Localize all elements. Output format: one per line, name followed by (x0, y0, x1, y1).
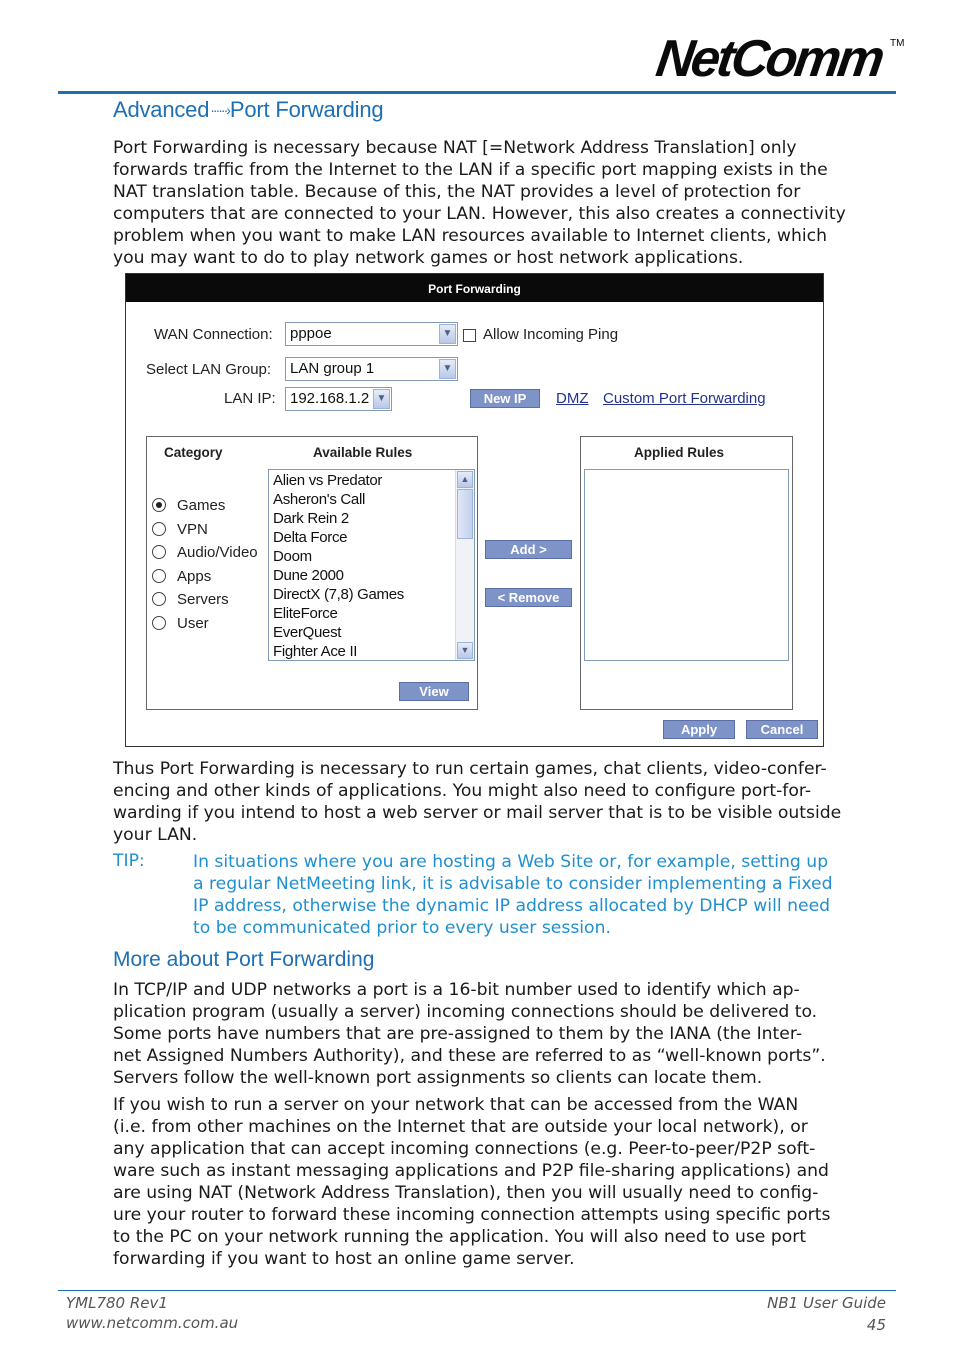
category-apps-label: Apps (177, 568, 212, 585)
text-line: your LAN. (113, 825, 198, 845)
scroll-up-icon[interactable]: ▲ (457, 471, 473, 488)
radio-vpn[interactable] (152, 522, 166, 536)
breadcrumb-parent: Advanced (113, 97, 210, 122)
text-line: If you wish to run a server on your network that can be accessed from the WAN (113, 1095, 799, 1115)
available-rules-header: Available Rules (313, 445, 413, 460)
cancel-button[interactable]: Cancel (746, 720, 818, 739)
wan-connection-select[interactable] (285, 322, 458, 346)
text-line: forwards traffic from the Internet to the LAN if a specific port mapping exists in the (113, 160, 828, 180)
text-line: computers that are connected to your LAN. However, this also creates a connectivity (113, 204, 846, 224)
list-item[interactable]: Doom (273, 548, 312, 565)
panel-title: Port Forwarding (126, 274, 823, 302)
second-paragraph (113, 758, 903, 846)
lan-ip-select[interactable] (285, 387, 392, 411)
lan-ip-label: LAN IP: (224, 390, 276, 407)
page-number: 45 (866, 1316, 886, 1334)
text-line: net Assigned Numbers Authority), and these are referred to as “well-known ports”. (113, 1046, 826, 1066)
text-line: you may want to do to play network games or host network applications. (113, 248, 744, 268)
more-paragraph-1 (113, 979, 903, 1089)
text-line: problem when you want to make LAN resources available to Internet clients, which (113, 226, 827, 246)
category-servers-label: Servers (177, 591, 229, 608)
text-line: are using NAT (Network Address Translation), then you will usually need to config- (113, 1183, 819, 1203)
text-line: ure your router to forward these incoming connection attempts using specific ports (113, 1205, 831, 1225)
text-line: Thus Port Forwarding is necessary to run certain games, chat clients, video-confer- (113, 759, 827, 779)
port-forwarding-screenshot (125, 273, 824, 747)
allow-ping-checkbox[interactable] (463, 329, 476, 342)
text-line: encing and other kinds of applications. You might also need to configure port-for- (113, 781, 812, 801)
allow-ping-label: Allow Incoming Ping (483, 326, 619, 343)
list-item[interactable]: EverQuest (273, 624, 342, 641)
remove-button[interactable]: < Remove (485, 588, 572, 607)
footer-rule (58, 1290, 896, 1291)
chevron-down-icon[interactable]: ▼ (373, 389, 390, 409)
guide-name: NB1 User Guide (767, 1294, 886, 1312)
lan-ip-value: 192.168.1.2 (290, 390, 370, 407)
text-line: warding if you intend to host a web server or mail server that is to be visible outside (113, 803, 842, 823)
more-paragraph-2 (113, 1094, 903, 1270)
tip-label: TIP: (113, 851, 145, 871)
wan-connection-label: WAN Connection: (154, 326, 273, 343)
category-vpn-label: VPN (177, 521, 208, 538)
list-scrollbar[interactable] (455, 470, 474, 660)
view-button[interactable]: View (399, 682, 469, 701)
breadcrumb-current: Port Forwarding (229, 97, 384, 122)
text-line: Servers follow the well-known port assignments so clients can locate them. (113, 1068, 763, 1088)
rules-frame (146, 436, 478, 710)
text-line: plication program (usually a server) incoming connections should be delivered to. (113, 1002, 818, 1022)
radio-servers[interactable] (152, 592, 166, 606)
text-line: Some ports have numbers that are pre-assigned to them by the IANA (the Inter- (113, 1024, 803, 1044)
brand-wordmark: NetComm (652, 30, 886, 88)
intro-paragraph (113, 137, 903, 269)
text-line: In situations where you are hosting a Web Site or, for example, setting up (193, 852, 829, 872)
category-audio-video-label: Audio/Video (177, 544, 258, 561)
radio-user[interactable] (152, 616, 166, 630)
chevron-down-icon[interactable]: ▼ (439, 359, 456, 379)
text-line: NAT translation table. Because of this, the NAT provides a level of protection for (113, 182, 801, 202)
text-line: to the PC on your network running the application. You will also need to use port (113, 1227, 807, 1247)
netcomm-logo (648, 26, 905, 88)
list-item[interactable]: Delta Force (273, 529, 348, 546)
text-line: any application that can accept incoming connections (e.g. Peer-to-peer/P2P soft- (113, 1139, 816, 1159)
category-user-label: User (177, 615, 209, 632)
applied-rules-list[interactable] (584, 469, 789, 661)
text-line: IP address, otherwise the dynamic IP address allocated by DHCP will need (193, 896, 831, 916)
list-item[interactable]: DirectX (7,8) Games (273, 586, 404, 603)
category-games-label: Games (177, 497, 226, 514)
applied-rules-header: Applied Rules (634, 445, 725, 460)
page-title (113, 97, 383, 123)
list-item[interactable]: Asheron's Call (273, 491, 366, 508)
radio-games[interactable] (152, 498, 166, 512)
apply-button[interactable]: Apply (663, 720, 735, 739)
radio-apps[interactable] (152, 569, 166, 583)
text-line: Port Forwarding is necessary because NAT [=Network Address Translation] only (113, 138, 797, 158)
list-item[interactable]: Alien vs Predator (273, 472, 383, 489)
dotted-arrow-icon: ······› (210, 102, 229, 118)
list-item[interactable]: EliteForce (273, 605, 338, 622)
text-line: to be communicated prior to every user session. (193, 918, 611, 938)
text-line: a regular NetMeeting link, it is advisable to consider implementing a Fixed (193, 874, 833, 894)
chevron-down-icon[interactable]: ▼ (439, 324, 456, 344)
applied-rules-frame (580, 436, 793, 710)
tip-text (193, 851, 893, 939)
scroll-down-icon[interactable]: ▼ (457, 642, 473, 659)
list-item[interactable]: Dark Rein 2 (273, 510, 349, 527)
custom-port-forwarding-link[interactable]: Custom Port Forwarding (603, 390, 766, 407)
list-item[interactable]: Fighter Ace II (273, 643, 358, 660)
text-line: ware such as instant messaging applications and P2P file-sharing applications) and (113, 1161, 829, 1181)
lan-group-label: Select LAN Group: (146, 361, 272, 378)
header-rule (58, 91, 896, 94)
radio-audio-video[interactable] (152, 545, 166, 559)
dmz-link[interactable]: DMZ (556, 390, 589, 407)
website: www.netcomm.com.au (66, 1314, 239, 1332)
text-line: (i.e. from other machines on the Internet that are outside your local network), or (113, 1117, 808, 1137)
lan-group-select[interactable] (285, 357, 458, 381)
text-line: In TCP/IP and UDP networks a port is a 16-bit number used to identify which ap- (113, 980, 800, 1000)
doc-code: YML780 Rev1 (66, 1294, 168, 1312)
available-rules-list[interactable] (268, 469, 475, 661)
list-item[interactable]: Dune 2000 (273, 567, 344, 584)
new-ip-button[interactable]: New IP (470, 389, 540, 408)
trademark-mark: TM (890, 38, 905, 49)
lan-group-value: LAN group 1 (290, 360, 375, 377)
add-button[interactable]: Add > (485, 540, 572, 559)
scroll-thumb[interactable] (457, 489, 473, 539)
text-line: forwarding if you want to host an online game server. (113, 1249, 575, 1269)
category-header: Category (164, 445, 223, 460)
section-heading: More about Port Forwarding (113, 948, 375, 971)
wan-connection-value: pppoe (290, 325, 332, 342)
